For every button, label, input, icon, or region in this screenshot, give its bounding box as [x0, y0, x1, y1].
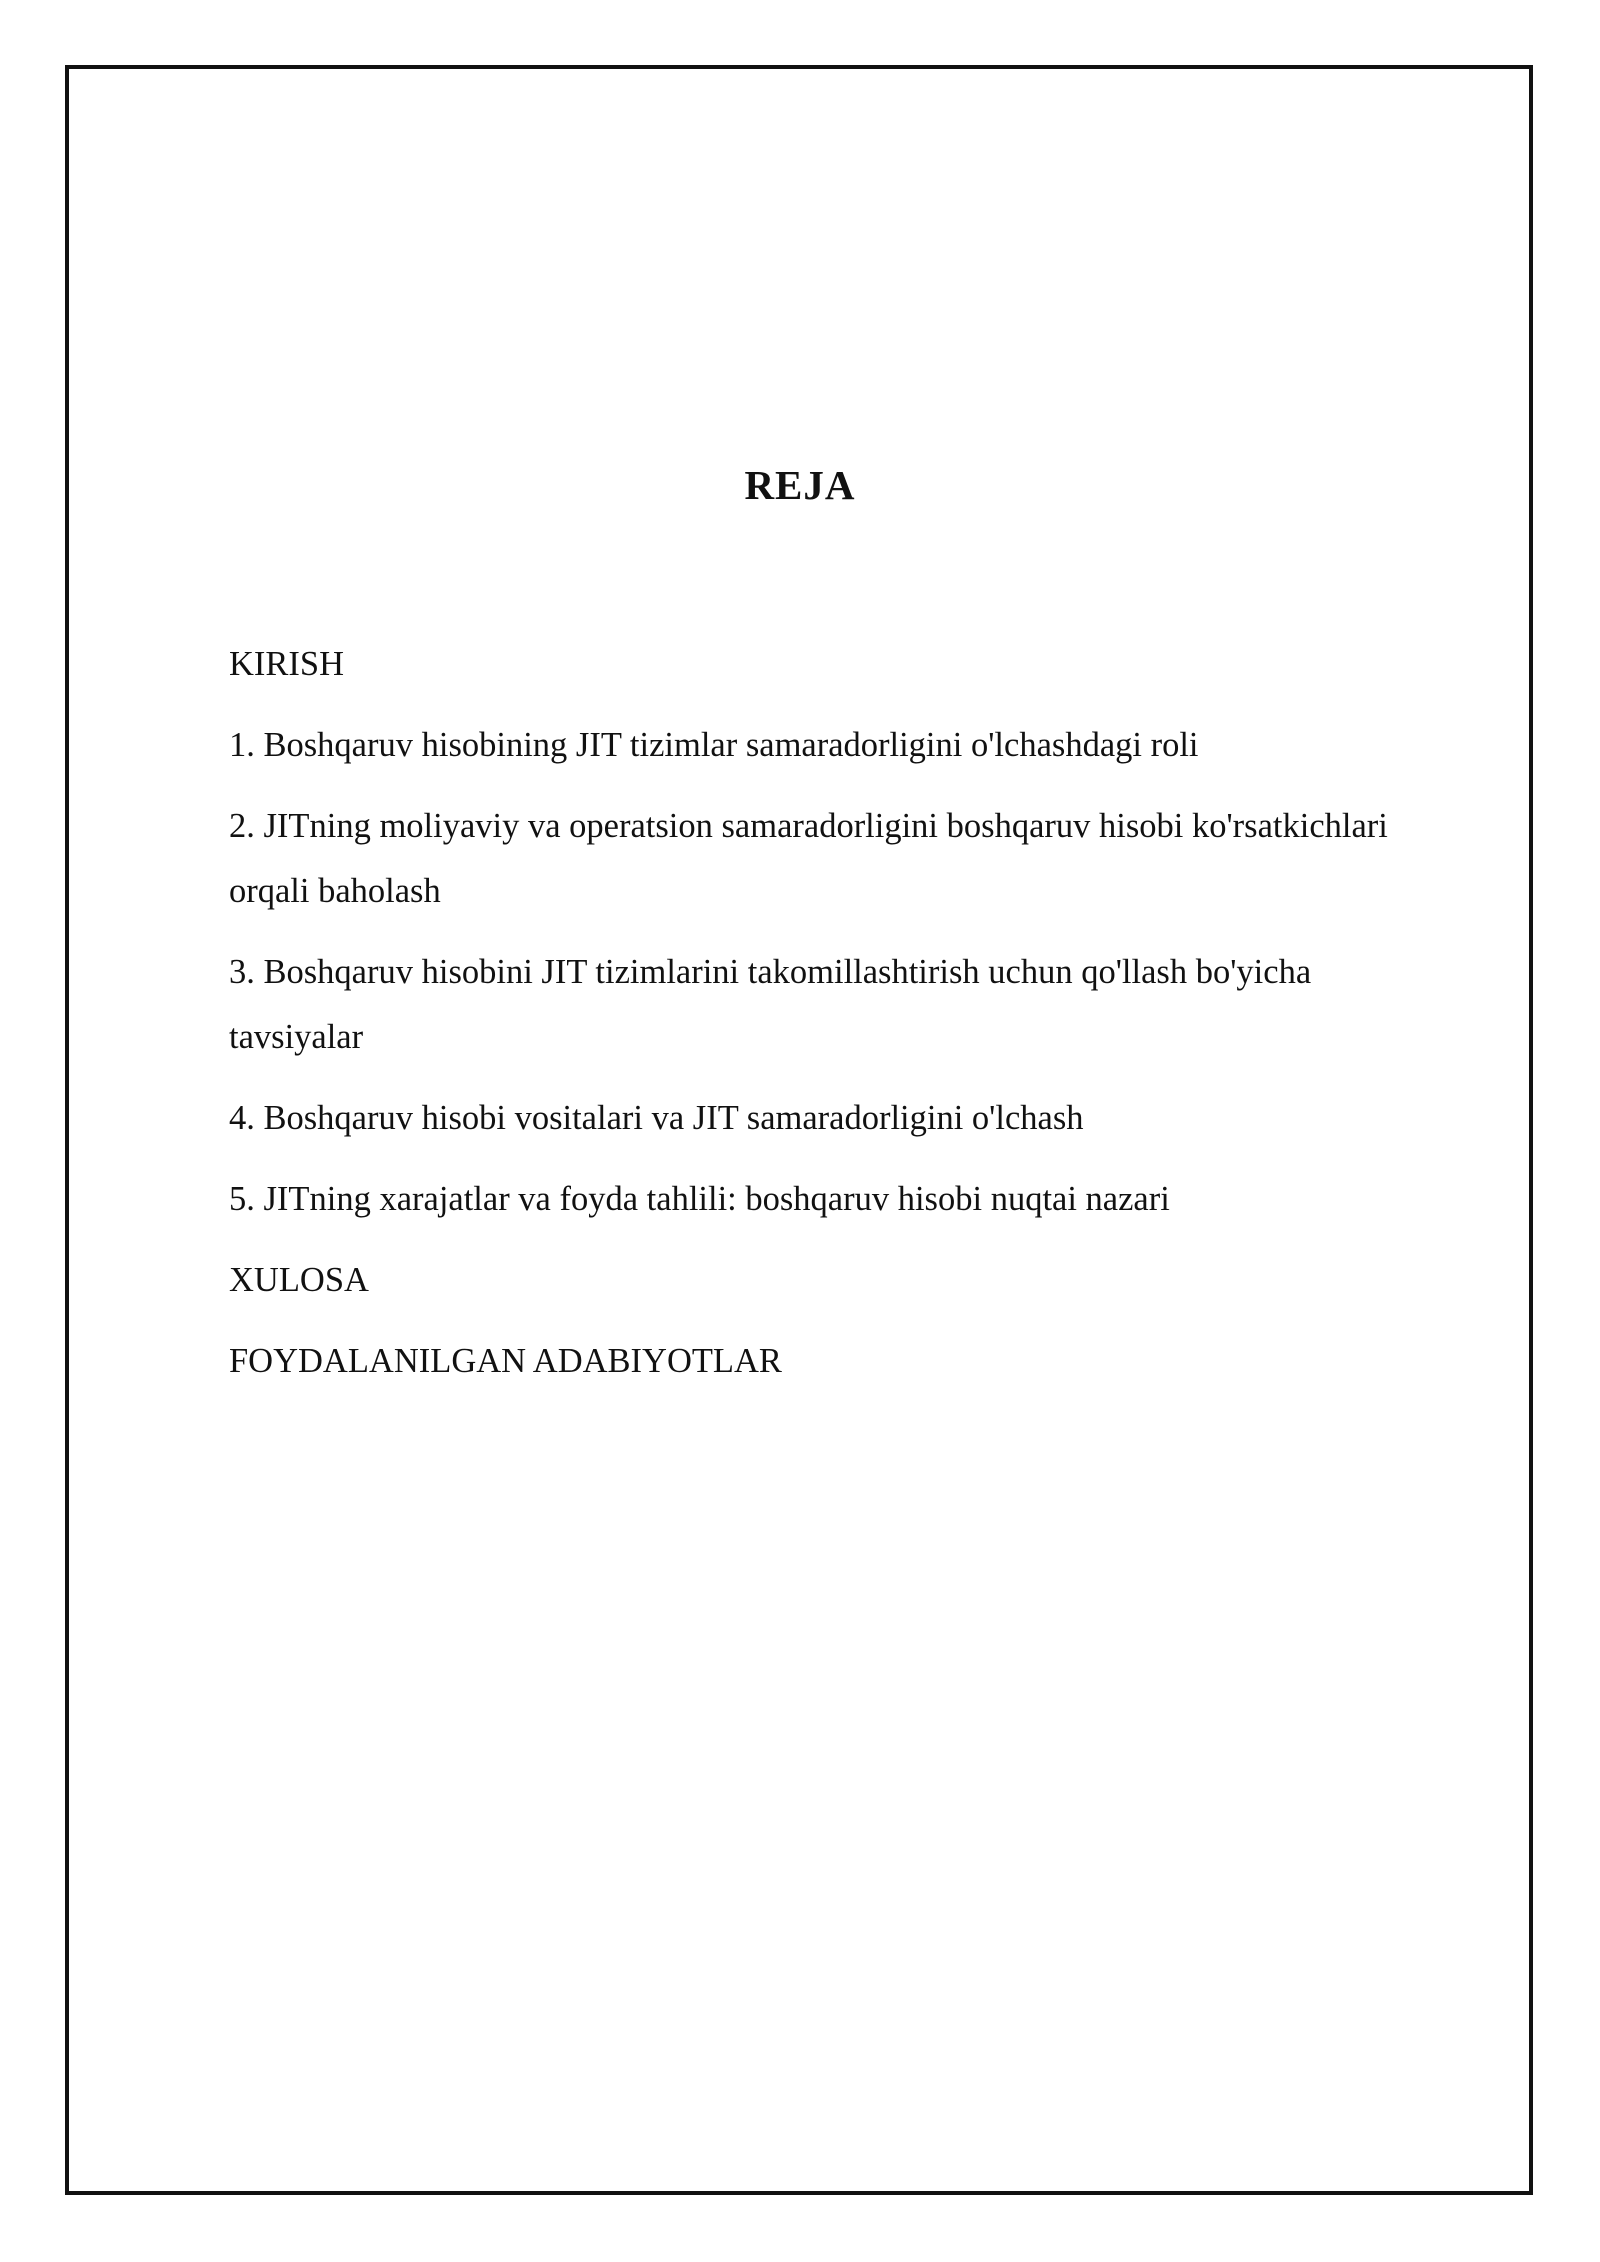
- toc-item-conclusion: XULOSA: [229, 1261, 369, 1299]
- toc-item-5: 5. JITning xarajatlar va foyda tahlili: boshqaruv hisobi nuqtai nazari: [229, 1180, 1170, 1218]
- toc-item-4: 4. Boshqaruv hisobi vositalari va JIT samaradorligini o'lchash: [229, 1099, 1084, 1137]
- page-title: REJA: [744, 462, 856, 508]
- toc-item-3: 3. Boshqaruv hisobini JIT tizimlarini takomillashtirish uchun qo'llash bo'yicha tavsiyalar: [229, 953, 1312, 1056]
- toc-item-references: FOYDALANILGAN ADABIYOTLAR: [229, 1342, 782, 1380]
- table-of-contents: [229, 632, 1429, 1410]
- toc-item-2: 2. JITning moliyaviy va operatsion samaradorligini boshqaruv hisobi ko'rsatkichlari orqali baholash: [229, 807, 1388, 910]
- toc-item-introduction: KIRISH: [229, 645, 345, 683]
- toc-item-1: 1. Boshqaruv hisobining JIT tizimlar samaradorligini o'lchashdagi roli: [229, 726, 1199, 764]
